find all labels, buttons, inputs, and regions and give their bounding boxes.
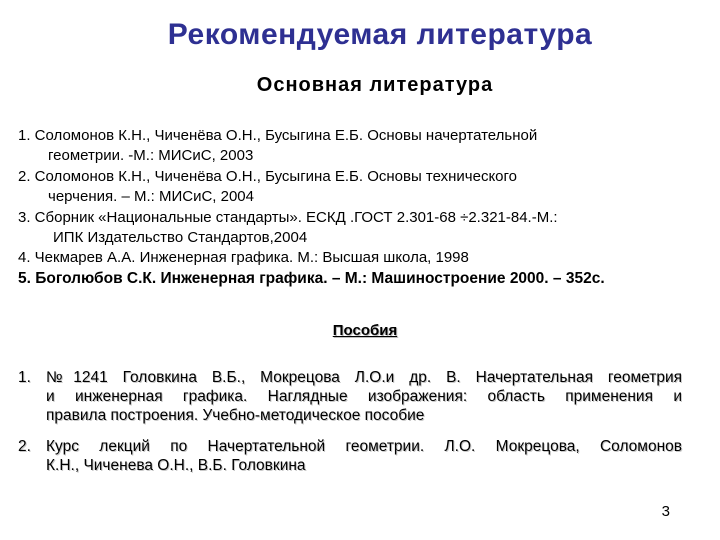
aid-item — [18, 437, 682, 475]
aid-text — [46, 437, 682, 475]
aid-number: 1. — [18, 369, 31, 386]
main-literature-list — [18, 126, 698, 289]
aid-line: правила построения. Учебно-методическое пособие — [46, 407, 425, 424]
aids-list — [18, 368, 682, 487]
aid-line: Курс лекций по Начертательной геометрии. Л.О. Мокрецова, Соломонов — [46, 438, 682, 455]
aid-line: и инженерная графика. Наглядные изображения: область применения и — [46, 388, 682, 405]
slide-title: Рекомендуемая литература — [167, 18, 593, 51]
page-number: 3 — [661, 503, 670, 520]
list-item-line: черчения. – М.: МИСиС, 2004 — [48, 188, 254, 206]
list-item-line: 5. Боголюбов С.К. Инженерная графика. – М.: Машиностроение 2000. – 352с. — [18, 269, 605, 287]
list-item-line: 1. Соломонов К.Н., Чиченёва О.Н., Бусыгина Е.Б. Основы начертательной — [18, 127, 538, 144]
aid-item — [18, 368, 682, 425]
section-subtitle: Основная литература — [256, 74, 494, 96]
section-heading-aids: Пособия — [332, 322, 398, 339]
aid-line: К.Н., Чиченева О.Н., В.Б. Головкина — [46, 457, 306, 474]
list-item — [18, 208, 698, 249]
list-item-line: ИПК Издательство Стандартов,2004 — [53, 229, 308, 247]
list-item — [18, 126, 698, 167]
list-item-line: 2. Соломонов К.Н., Чиченёва О.Н., Бусыгина Е.Б. Основы технического — [18, 167, 518, 185]
list-item — [18, 248, 698, 268]
aid-number: 2. — [18, 438, 31, 455]
list-item-line: 4. Чекмарев А.А. Инженерная графика. М.: Высшая школа, 1998 — [18, 249, 469, 267]
aid-line: №1241 Головкина В.Б., Мокрецова Л.О.и др. В. Начертательная геометрия — [46, 369, 682, 386]
list-item — [18, 269, 698, 289]
list-item-line: 3. Сборник «Национальные стандарты». ЕСКД .ГОСТ 2.301-68 ÷2.321-84.-М.: — [18, 208, 558, 226]
list-item-line: геометрии. -М.: МИСиС, 2003 — [48, 147, 254, 165]
list-item — [18, 167, 698, 208]
aid-text — [46, 368, 682, 425]
